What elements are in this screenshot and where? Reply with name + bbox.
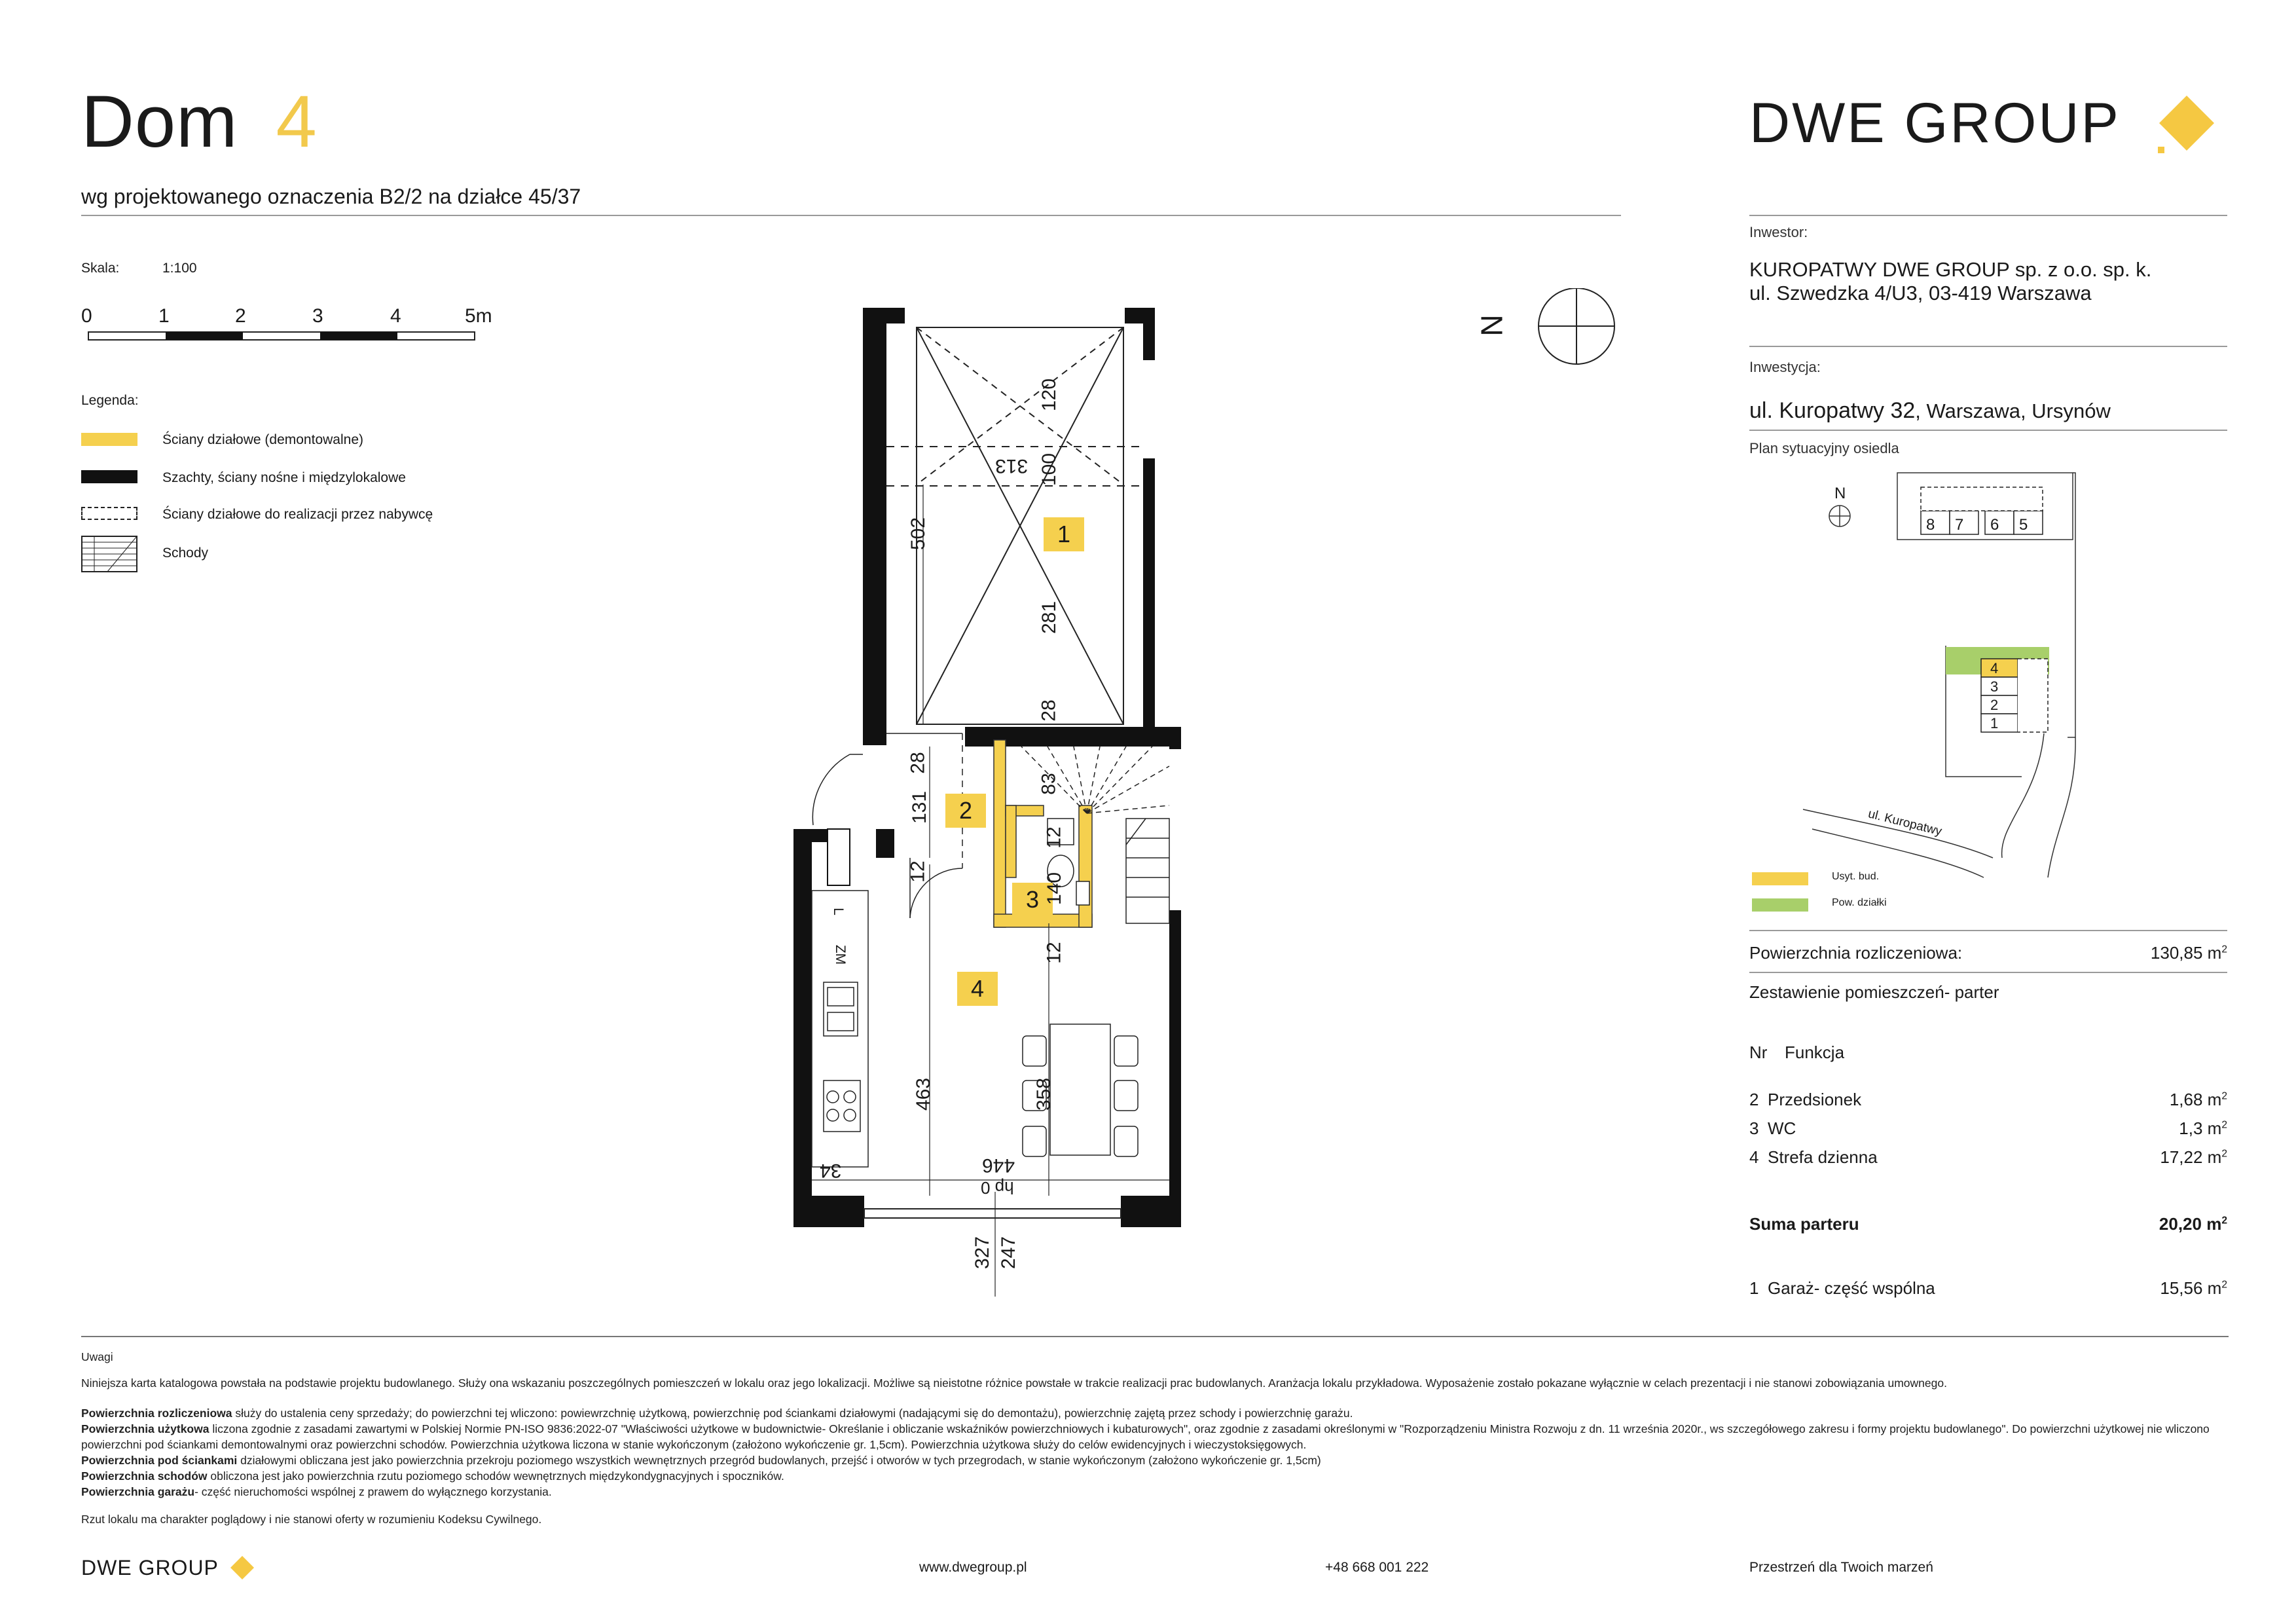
info-divider-4 bbox=[1749, 930, 2227, 931]
site-house-7: 7 bbox=[1955, 516, 1964, 534]
legend-swatch-partition bbox=[81, 433, 137, 446]
dim-247: 247 bbox=[998, 1236, 1020, 1270]
note-def-billing-text: służy do ustalenia ceny sprzedaży; do powierzchni tej wliczono: powiewrzchnię użytkową, powierzchnię pod ściankami działowymi (nadającymi się do demontażu), powierzchnię zajętą przez schody i powierzchnię garażu. bbox=[232, 1407, 1353, 1420]
room-3-nr: 3 bbox=[1749, 1118, 1759, 1138]
stairs-icon bbox=[81, 536, 137, 572]
scale-bar bbox=[88, 331, 481, 344]
area-value-text: 130,85 m bbox=[2150, 943, 2222, 963]
legend-label-bearing: Szachty, ściany nośne i międzylokalowe bbox=[162, 470, 406, 485]
col-func-header: Funkcja bbox=[1785, 1043, 1845, 1062]
room-4-nr: 4 bbox=[1749, 1147, 1759, 1167]
sum-sup: 2 bbox=[2221, 1215, 2227, 1227]
note-def-stairs-title: Powierzchnia schodów bbox=[81, 1469, 208, 1483]
note-def-stairs-text: obliczona jest jako powierzchnia rzutu poziomego schodów wewnętrznych międzykondygnacyjnych i spoczników. bbox=[207, 1469, 784, 1483]
notes-paragraph-1: Niniejsza karta katalogowa powstała na podstawie projektu budowlanego. Służy ona wskazaniu poszczególnych pomieszczeń w lokalu oraz jego lokalizacji. Możliwe są nieistotne różnice powstałe w trakcie realizacji prac budowlanych. Aranżacja lokalu przykładowa. Wyposażenie zostało pokazane wyłącznie w celach prezentacji i nie stanowi zobowiązania umownego. bbox=[81, 1376, 1947, 1390]
area-label: Powierzchnia rozliczeniowa: bbox=[1749, 943, 1963, 963]
sum-value-text: 20,20 m bbox=[2159, 1214, 2222, 1234]
dim-281: 281 bbox=[1038, 600, 1061, 635]
kitchen-label-zm: ZM bbox=[833, 944, 848, 965]
kitchen bbox=[812, 891, 868, 1167]
garage-area-text: 15,56 m bbox=[2160, 1278, 2222, 1298]
footer-website[interactable]: www.dwegroup.pl bbox=[919, 1560, 1027, 1575]
notes-disclaimer: Rzut lokalu ma charakter poglądowy i nie stanowi oferty w rozumieniu Kodeksu Cywilnego. bbox=[81, 1513, 542, 1526]
north-compass-icon bbox=[1539, 288, 1614, 364]
site-house-4: 4 bbox=[1990, 660, 1999, 676]
garage-nr: 1 bbox=[1749, 1278, 1759, 1298]
note-def-billing-title: Powierzchnia rozliczeniowa bbox=[81, 1407, 232, 1420]
site-street-label: ul. Kuropatwy bbox=[1867, 807, 1944, 839]
room-2-sup: 2 bbox=[2221, 1090, 2227, 1102]
room-tag-1: 1 bbox=[1044, 517, 1084, 551]
investor-line2: ul. Szwedzka 4/U3, 03-419 Warszawa bbox=[1749, 282, 2092, 304]
scale-tick-0: 0 bbox=[81, 305, 92, 327]
legend-label-partition: Ściany działowe (demontowalne) bbox=[162, 432, 363, 447]
scale-label: Skala: bbox=[81, 261, 120, 276]
title-number: 4 bbox=[276, 81, 318, 162]
dim-446: 446 bbox=[982, 1154, 1015, 1176]
note-def-usable-title: Powierzchnia użytkowa bbox=[81, 1422, 210, 1435]
dim-28-a: 28 bbox=[1038, 699, 1060, 722]
scale-tick-4: 4 bbox=[390, 305, 401, 327]
site-house-6: 6 bbox=[1990, 516, 1999, 534]
note-def-stairs bbox=[81, 1468, 2229, 1484]
footer-phone[interactable]: +48 668 001 222 bbox=[1325, 1560, 1429, 1575]
investor-line1: KUROPATWY DWE GROUP sp. z o.o. sp. k. bbox=[1749, 258, 2152, 281]
area-sup: 2 bbox=[2221, 944, 2227, 955]
legend-title: Legenda: bbox=[81, 393, 139, 408]
legend-swatch-buyer bbox=[81, 507, 137, 520]
scale-tick-3: 3 bbox=[312, 305, 323, 327]
info-divider-top bbox=[1749, 215, 2227, 216]
legend-label-buyer: Ściany działowe do realizacji przez nabywcę bbox=[162, 507, 433, 522]
dim-327: 327 bbox=[972, 1236, 994, 1270]
title-word: Dom bbox=[81, 81, 238, 162]
col-nr-header: Nr bbox=[1749, 1043, 1768, 1062]
site-house-2: 2 bbox=[1990, 697, 1999, 713]
note-def-billing bbox=[81, 1405, 2229, 1421]
investment-city: , Warszawa, Ursynów bbox=[1915, 399, 2111, 422]
note-def-walls bbox=[81, 1452, 2229, 1468]
plan-north-label: N bbox=[1474, 314, 1509, 337]
window-south bbox=[864, 1209, 1121, 1218]
page-subtitle: wg projektowanego oznaczenia B2/2 na działce 45/37 bbox=[81, 185, 581, 208]
dim-100: 100 bbox=[1038, 452, 1061, 487]
kitchen-label-l: L bbox=[830, 908, 846, 915]
dim-502: 502 bbox=[907, 517, 930, 551]
note-def-garage-title: Powierzchnia garażu bbox=[81, 1485, 195, 1498]
note-def-walls-text: działowymi obliczana jest jako powierzchnia przekroju poziomego wszystkich wewnętrznych przegród budowlanych, przejść i otworów w tych przegrodach, w stanie wykończonym (założono wykończenie gr. 1,5cm) bbox=[237, 1454, 1321, 1467]
dim-140: 140 bbox=[1044, 872, 1066, 906]
room-3-sup: 2 bbox=[2221, 1119, 2227, 1131]
dim-313: 313 bbox=[995, 455, 1029, 477]
room-3-name: WC bbox=[1768, 1118, 1796, 1138]
room-2-area bbox=[2031, 1090, 2227, 1110]
note-def-walls-title: Powierzchnia pod ściankami bbox=[81, 1454, 238, 1467]
room-4-area bbox=[2031, 1147, 2227, 1168]
info-divider-5 bbox=[1749, 972, 2227, 973]
dim-12-a: 12 bbox=[907, 860, 929, 883]
scale-tick-2: 2 bbox=[235, 305, 246, 327]
note-def-garage-text: - część nieruchomości wspólnej z prawem do wyłącznego korzystania. bbox=[194, 1485, 552, 1498]
investment-value bbox=[1749, 398, 2111, 424]
notes-definitions bbox=[81, 1405, 2229, 1500]
floor-plan bbox=[773, 288, 1676, 1310]
room-2-name: Przedsionek bbox=[1768, 1090, 1862, 1109]
footer-slogan: Przestrzeń dla Twoich marzeń bbox=[1749, 1560, 1933, 1575]
room-tag-4: 4 bbox=[957, 972, 998, 1006]
dim-358: 358 bbox=[1033, 1077, 1055, 1111]
dim-12-c: 12 bbox=[1043, 942, 1065, 964]
site-plan-north: N bbox=[1834, 485, 1846, 502]
note-def-usable bbox=[81, 1421, 2229, 1452]
dim-12-b: 12 bbox=[1043, 826, 1065, 849]
brand-logo-text: DWE GROUP bbox=[1749, 92, 2121, 155]
sum-label: Suma parteru bbox=[1749, 1214, 1859, 1234]
garage-sup: 2 bbox=[2221, 1279, 2227, 1291]
sum-value bbox=[2031, 1214, 2227, 1234]
page-title bbox=[81, 81, 318, 162]
room-4-name: Strefa dzienna bbox=[1768, 1147, 1878, 1167]
site-legend-plot-swatch bbox=[1752, 898, 1808, 912]
scale-tick-1: 1 bbox=[158, 305, 170, 327]
dim-131: 131 bbox=[909, 790, 931, 824]
header-divider bbox=[81, 215, 1621, 216]
dim-83: 83 bbox=[1038, 773, 1060, 795]
site-house-5: 5 bbox=[2019, 516, 2028, 534]
notes-title: Uwagi bbox=[81, 1350, 113, 1363]
dim-463: 463 bbox=[913, 1077, 935, 1111]
site-house-8: 8 bbox=[1926, 516, 1935, 534]
scale-tick-5: 5m bbox=[465, 305, 492, 327]
scale-value: 1:100 bbox=[162, 261, 197, 276]
dim-28-b: 28 bbox=[907, 752, 929, 774]
garage-area bbox=[2031, 1278, 2227, 1299]
room-4-sup: 2 bbox=[2221, 1148, 2227, 1160]
legend-label-stairs: Schody bbox=[162, 545, 209, 561]
dim-120: 120 bbox=[1038, 378, 1061, 412]
site-plan-label: Plan sytuacyjny osiedla bbox=[1749, 440, 1899, 456]
info-divider-2 bbox=[1749, 346, 2227, 347]
site-legend-usable: Usyt. bud. bbox=[1832, 871, 1880, 882]
area-value bbox=[2031, 943, 2227, 963]
investment-street: ul. Kuropatwy 32 bbox=[1749, 398, 1916, 423]
site-house-3: 3 bbox=[1990, 678, 1999, 695]
rooms-heading: Zestawienie pomieszczeń- parter bbox=[1749, 982, 1999, 1002]
room-4-area-text: 17,22 m bbox=[2160, 1147, 2222, 1167]
footer-brand: DWE GROUP bbox=[81, 1556, 219, 1579]
brand-diamond-icon bbox=[2154, 92, 2219, 157]
room-3-area-text: 1,3 m bbox=[2179, 1118, 2222, 1138]
dim-34: 34 bbox=[820, 1160, 842, 1181]
site-legend-plot: Pow. działki bbox=[1832, 897, 1887, 908]
note-def-garage bbox=[81, 1484, 2229, 1500]
level-mark: hp 0 bbox=[981, 1178, 1014, 1198]
room-3-area bbox=[2031, 1118, 2227, 1139]
info-divider-3 bbox=[1749, 430, 2227, 431]
garage-name: Garaż- część wspólna bbox=[1768, 1278, 1935, 1298]
investor-label: Inwestor: bbox=[1749, 224, 1808, 240]
room-tag-2: 2 bbox=[945, 794, 986, 828]
note-def-usable-text: liczona zgodnie z zasadami zawartymi w Polskiej Normie PN-ISO 9836:2022-07 "Właściwości użytkowe w budownictwie- Określanie i obliczanie wskaźników powierzchniowych i kubaturowych", oraz zgodnie z zasadami określonymi w "Rozporządzeniu Ministra Rozwoju z dn. 11 września 2020r., ws szczegółowego zakresu i formy projektu budowlanego". Do powierzchni użytkowej nie wliczono powierzchni pod ściankami demontowalnymi oraz powierzchni schodów. Powierzchnia użytkowa liczona w stanie wykończonym (założono wykończenie gr. 1,5cm). Powierzchnia użytkowa służy do celów ewidencyjnych i wieczystoksięgowych. bbox=[81, 1422, 2210, 1451]
site-legend-usable-swatch bbox=[1752, 872, 1808, 885]
legend-swatch-bearing bbox=[81, 470, 137, 483]
site-plan-map bbox=[1749, 458, 2227, 930]
notes-divider bbox=[81, 1336, 2229, 1337]
room-2-area-text: 1,68 m bbox=[2169, 1090, 2222, 1109]
footer-diamond-icon bbox=[229, 1555, 255, 1581]
investment-label: Inwestycja: bbox=[1749, 359, 1821, 375]
room-2-nr: 2 bbox=[1749, 1090, 1759, 1109]
site-house-1: 1 bbox=[1990, 715, 1999, 731]
room-tag-3: 3 bbox=[1012, 883, 1053, 917]
